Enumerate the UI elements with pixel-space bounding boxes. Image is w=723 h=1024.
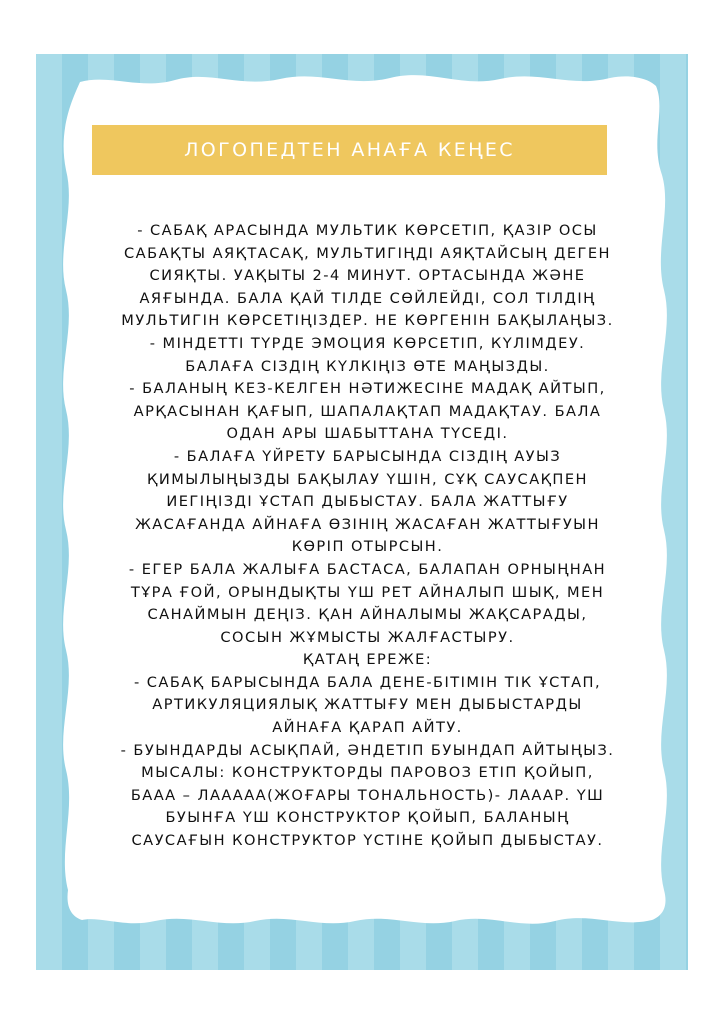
advice-line: БУЫНҒА ҮШ КОНСТРУКТОР ҚОЙЫП, БАЛАНЫҢ — [165, 809, 570, 827]
advice-line: ТҰРА ҒОЙ, ОРЫНДЫҚТЫ ҮШ РЕТ АЙНАЛЫП ШЫҚ, МЕН — [130, 583, 605, 601]
advice-line: - ЕГЕР БАЛА ЖАЛЫҒА БАСТАСА, БАЛАПАН ОРНЫҢНАН — [128, 560, 607, 578]
advice-line: - БАЛАНЫҢ КЕЗ-КЕЛГЕН НӘТИЖЕСІНЕ МАДАҚ АЙТЫП, — [129, 380, 606, 398]
advice-line: - МІНДЕТТІ ТҮРДЕ ЭМОЦИЯ КӨРСЕТІП, КҮЛІМДЕУ. — [149, 334, 586, 352]
advice-line: АРҚАСЫНАН ҚАҒЫП, ШАПАЛАҚТАП МАДАҚТАУ. БАЛА — [133, 402, 602, 420]
advice-line: ҚИМЫЛЫҢЫЗДЫ БАҚЫЛАУ ҮШІН, СҰҚ САУСАҚПЕН — [147, 470, 588, 488]
advice-line: - САБАҚ АРАСЫНДА МУЛЬТИК КӨРСЕТІП, ҚАЗІР ОСЫ — [137, 222, 598, 239]
advice-line: САНАЙМЫН ДЕҢІЗ. ҚАН АЙНАЛЫМЫ ЖАҚСАРАДЫ, — [147, 606, 588, 624]
advice-line: - САБАҚ БАРЫСЫНДА БАЛА ДЕНЕ-БІТІМІН ТІК ҰСТАП, — [133, 673, 602, 691]
advice-line: - БУЫНДАРДЫ АСЫҚПАЙ, ӘНДЕТІП БУЫНДАП АЙТЫҢЫЗ. — [120, 741, 615, 759]
page-title: ЛОГОПЕДТЕН АНАҒА КЕҢЕС — [184, 139, 515, 161]
advice-line: САБАҚТЫ АЯҚТАСАҚ, МУЛЬТИГІҢДІ АЯҚТАЙСЫҢ ДЕГЕН — [124, 244, 611, 262]
advice-line: МЫСАЛЫ: КОНСТРУКТОРДЫ ПАРОВОЗ ЕТІП ҚОЙЫП, — [141, 764, 594, 782]
advice-line: ИЕГІҢІЗДІ ҰСТАП ДЫБЫСТАУ. БАЛА ЖАТТЫҒУ — [166, 493, 569, 511]
advice-line: МУЛЬТИГІН КӨРСЕТІҢІЗДЕР. НЕ КӨРГЕНІН БАҚЫЛАҢЫЗ. — [121, 312, 614, 330]
advice-line: БАЛАҒА СІЗДІҢ КҮЛКІҢІЗ ӨТЕ МАҢЫЗДЫ. — [185, 357, 550, 375]
advice-line: ОДАН АРЫ ШАБЫТТАНА ТҮСЕДІ. — [226, 425, 509, 443]
advice-line: ЖАСАҒАНДА АЙНАҒА ӨЗІНІҢ ЖАСАҒАН ЖАТТЫҒУЫН — [135, 515, 600, 533]
advice-line: - БАЛАҒА ҮЙРЕТУ БАРЫСЫНДА СІЗДІҢ АУЫЗ — [173, 447, 562, 465]
advice-line: АРТИКУЛЯЦИЯЛЫҚ ЖАТТЫҒУ МЕН ДЫБЫСТАРДЫ — [152, 696, 583, 714]
advice-line: САУСАҒЫН КОНСТРУКТОР ҮСТІНЕ ҚОЙЫП ДЫБЫСТАУ. — [131, 832, 604, 850]
advice-line: ҚАТАҢ ЕРЕЖЕ: — [302, 651, 433, 669]
advice-line: СОСЫН ЖҰМЫСТЫ ЖАЛҒАСТЫРУ. — [220, 628, 515, 646]
advice-line: КӨРІП ОТЫРСЫН. — [291, 538, 444, 556]
advice-line: БААА – ЛААААА(ЖОҒАРЫ ТОНАЛЬНОСТЬ)- ЛААAР. ҮШ — [130, 786, 605, 804]
advice-line: АЯҒЫНДА. БАЛА ҚАЙ ТІЛДЕ СӨЙЛЕЙДІ, СОЛ ТІЛДІҢ — [139, 289, 596, 307]
advice-line: СИЯҚТЫ. УАҚЫТЫ 2-4 МИНУТ. ОРТАСЫНДА ЖӘНЕ — [149, 267, 586, 285]
advice-line: АЙНАҒА ҚАРАП АЙТУ. — [272, 719, 463, 737]
advice-text-block — [100, 220, 635, 853]
title-banner — [92, 125, 607, 175]
